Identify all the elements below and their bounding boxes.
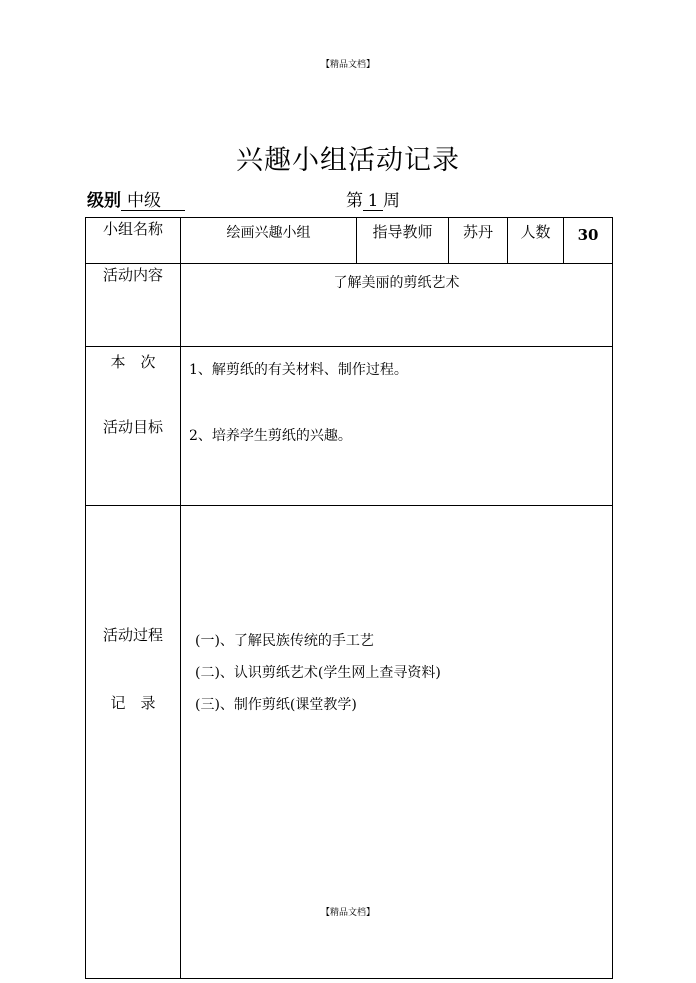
table-row [86, 264, 613, 347]
table-row [86, 347, 613, 506]
goal-label-line2: 活动目标 [102, 418, 163, 436]
level-label: 级别 [87, 191, 121, 211]
content-value: 了解美丽的剪纸艺术 [181, 264, 613, 347]
goal-item-2: 2、培养学生剪纸的兴趣。 [189, 428, 352, 444]
goal-label-line1: 本 次 [110, 353, 156, 371]
page-title: 兴趣小组活动记录 [236, 145, 460, 176]
week-suffix: 周 [383, 191, 400, 211]
count-value: 30 [564, 218, 613, 264]
content-label: 活动内容 [86, 264, 181, 347]
group-name-label: 小组名称 [86, 218, 181, 264]
count-label: 人数 [508, 218, 564, 264]
activity-record-table [85, 217, 613, 979]
level-field [87, 186, 185, 211]
footer-tag: 【精品文档】 [320, 908, 375, 918]
week-number: 1 [363, 193, 383, 211]
level-value: 中级 [121, 193, 185, 211]
goal-item-1: 1、解剪纸的有关材料、制作过程。 [189, 362, 408, 378]
process-label-line1: 活动过程 [102, 626, 163, 644]
process-step-3: (三)、制作剪纸(课堂教学) [195, 697, 357, 713]
teacher-label: 指导教师 [357, 218, 449, 264]
process-step-2: (二)、认识剪纸艺术(学生网上查寻资料) [195, 665, 441, 681]
process-label-line2: 记 录 [110, 694, 156, 712]
group-name-value: 绘画兴趣小组 [181, 218, 357, 264]
goal-label [86, 347, 181, 506]
table-row [86, 218, 613, 264]
teacher-value: 苏丹 [449, 218, 508, 264]
process-step-1: (一)、了解民族传统的手工艺 [195, 633, 374, 649]
week-field [346, 186, 400, 211]
header-tag: 【精品文档】 [320, 60, 375, 70]
week-prefix: 第 [346, 191, 363, 211]
goal-content [181, 347, 613, 506]
